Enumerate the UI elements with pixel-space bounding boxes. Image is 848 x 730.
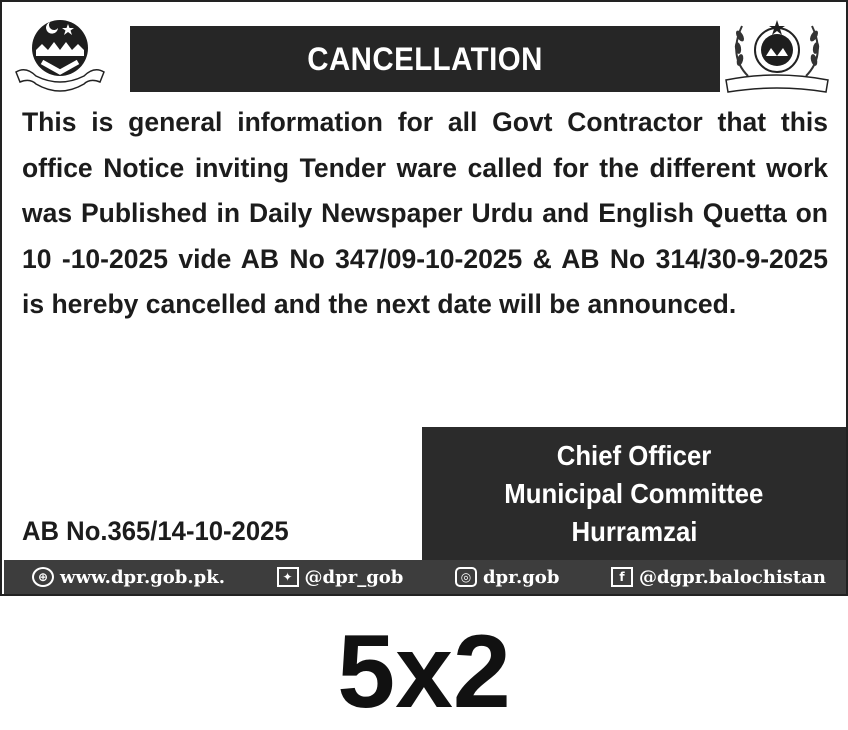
instagram-icon: ◎ [455, 567, 477, 587]
twitter-link[interactable]: @dpr_gob [304, 566, 404, 588]
notice-body: This is general information for all Govt Contractor that this office Notice inviting Tender ware called for the different work was Published in Daily Newspaper Urdu and English Quetta on 10 -10-2025 vide AB No 347/09-10-2025 & AB No 314/30-9-2025 is hereby cancelled and the next date will be announced. [22, 107, 828, 319]
facebook-icon: f [611, 567, 633, 587]
notice-title: CANCELLATION [307, 40, 543, 77]
footer-website [32, 567, 225, 588]
footer-instagram [455, 567, 559, 588]
signature-department: Municipal Committee [504, 477, 764, 509]
website-link[interactable]: www.dpr.gob.pk. [60, 566, 225, 588]
signature-location: Hurramzai [571, 515, 697, 547]
title-banner [130, 26, 720, 92]
dgpr-emblem-logo [718, 16, 836, 96]
footer-facebook [611, 567, 826, 588]
ab-number: AB No.365/14-10-2025 [22, 516, 289, 546]
signature-block [422, 427, 846, 560]
signature-designation: Chief Officer [556, 439, 712, 471]
ad-size-label: 5x2 [337, 614, 511, 730]
facebook-link[interactable]: @dgpr.balochistan [638, 566, 826, 588]
twitter-icon: ✦ [277, 567, 299, 587]
footer-bar [4, 560, 846, 594]
balochistan-emblem-logo [12, 16, 108, 92]
footer-twitter [277, 567, 404, 588]
globe-icon: ⊕ [32, 567, 54, 587]
instagram-link[interactable]: dpr.gob [482, 566, 560, 588]
